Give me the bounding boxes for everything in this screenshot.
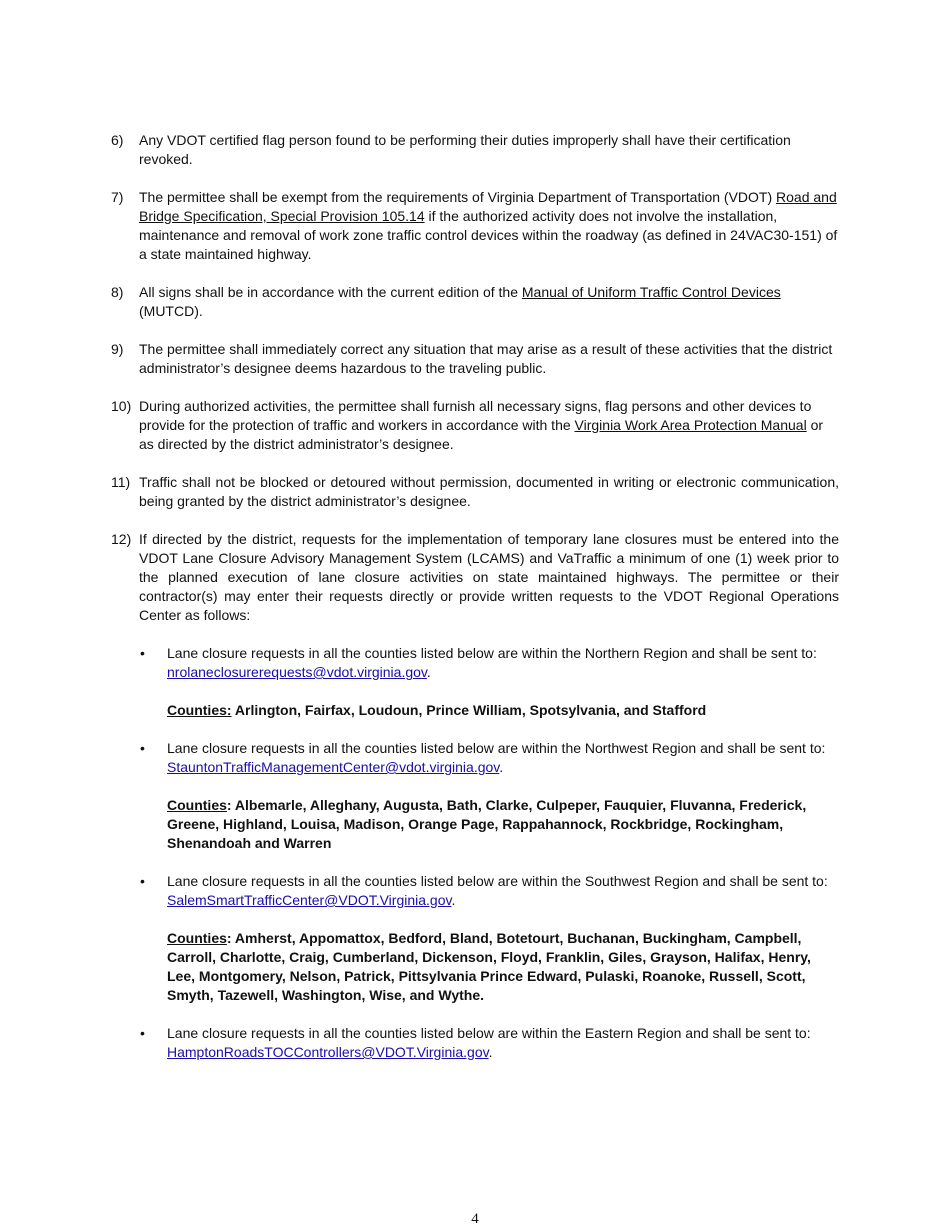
item-text-cont: (MUTCD). [139, 303, 203, 319]
region-intro: Lane closure requests in all the counties listed below are within the Eastern Region and shall be sent to: [167, 1025, 811, 1041]
item-number: 8) [111, 284, 124, 300]
item-number: 7) [111, 189, 124, 205]
region-eastern [140, 1024, 839, 1062]
region-intro: Lane closure requests in all the counties listed below are within the Northwest Region and shall be sent to: [167, 740, 826, 756]
item-number: 12) [111, 531, 132, 547]
region-intro: Lane closure requests in all the counties listed below are within the Northern Region and shall be sent to: [167, 645, 817, 661]
region-intro: Lane closure requests in all the counties listed below are within the Southwest Region and shall be sent to: [167, 873, 828, 889]
region-northwest [140, 739, 839, 777]
list-item-10 [111, 397, 839, 454]
counties-list: : Albemarle, Alleghany, Augusta, Bath, Clarke, Culpeper, Fauquier, Fluvanna, Frederick, Greene, Highland, Louisa, Madison, Orange Page, Rappahannock, Rockbridge, Rockingham, Shenandoah and Warren [167, 797, 807, 851]
item-text: The permittee shall immediately correct any situation that may arise as a result of these activities that the district administrator’s designee deems hazardous to the traveling public. [139, 341, 833, 376]
counties-northwest [167, 796, 839, 853]
page-number: 4 [471, 1211, 479, 1227]
mutcd-reference: Manual of Uniform Traffic Control Devices [521, 284, 781, 300]
region-northern [140, 644, 839, 682]
list-item-8 [111, 283, 839, 321]
item-number: 10) [111, 398, 132, 414]
item-number: 9) [111, 341, 124, 357]
email-link-eastern[interactable]: HamptonRoadsTOCControllers@VDOT.Virginia.gov [167, 1044, 489, 1060]
item-text: Any VDOT certified flag person found to be performing their duties improperly shall have their certification revoked. [139, 132, 791, 167]
item-text: Traffic shall not be blocked or detoured without permission, documented in writing or electronic communication, being granted by the district administrator’s designee. [139, 474, 839, 509]
email-suffix: . [499, 759, 504, 775]
counties-label: Counties: [167, 702, 232, 718]
bullet-icon: • [140, 645, 145, 661]
counties-list: Arlington, Fairfax, Loudoun, Prince William, Spotsylvania, and Stafford [231, 702, 707, 718]
email-suffix: . [451, 892, 456, 908]
spec-reference: Road and Bridge Specification, Special Provision 105.14 [139, 189, 837, 224]
region-list [111, 644, 839, 1062]
item-text: The permittee shall be exempt from the requirements of Virginia Department of Transportation (VDOT) [139, 189, 777, 205]
wapm-reference: Virginia Work Area Protection Manual [574, 417, 807, 433]
item-text-cont: if the authorized activity does not involve the installation, maintenance and removal of work zone traffic control devices within the roadway (as defined in 24VAC30-151) of a state maintained highway. [139, 208, 838, 262]
email-suffix: . [488, 1044, 493, 1060]
item-text: If directed by the district, requests for the implementation of temporary lane closures must be entered into the VDOT Lane Closure Advisory Management System (LCAMS) and VaTraffic a minimum of one (1) week prior to the planned execution of lane closure activities on state maintained highways. The permittee or their contractor(s) may enter their requests directly or provide written requests to the VDOT Regional Operations Center as follows: [139, 531, 839, 623]
item-number: 11) [111, 474, 131, 490]
list-item-9 [111, 340, 839, 378]
counties-label: Counties [167, 797, 227, 813]
list-item-7 [111, 188, 839, 264]
counties-list: : Amherst, Appomattox, Bedford, Bland, Botetourt, Buchanan, Buckingham, Campbell, Carroll, Charlotte, Craig, Cumberland, Dickenson, Floyd, Franklin, Giles, Grayson, Halifax, Henry, Lee, Montgomery, Nelson, Patrick, Pittsylvania Prince Edward, Pulaski, Roanoke, Russell, Scott, Smyth, Tazewell, Washington, Wise, and Wythe. [167, 930, 811, 1003]
list-item-12 [111, 530, 839, 625]
item-number: 6) [111, 132, 124, 148]
bullet-icon: • [140, 873, 145, 889]
list-item-6 [111, 131, 839, 169]
list-item-11 [111, 473, 839, 511]
email-link-northern[interactable]: nrolaneclosurerequests@vdot.virginia.gov [167, 664, 427, 680]
counties-southwest [167, 929, 839, 1005]
email-link-southwest[interactable]: SalemSmartTrafficCenter@VDOT.Virginia.gov [167, 892, 452, 908]
item-text: During authorized activities, the permittee shall furnish all necessary signs, flag persons and other devices to provide for the protection of traffic and workers in accordance with the [139, 398, 812, 433]
item-text-cont: or as directed by the district administrator’s designee. [139, 417, 824, 452]
email-link-northwest[interactable]: StauntonTrafficManagementCenter@vdot.virginia.gov [167, 759, 500, 775]
email-suffix: . [426, 664, 431, 680]
bullet-icon: • [140, 740, 145, 756]
region-southwest [140, 872, 839, 910]
counties-northern [167, 701, 839, 720]
counties-label: Counties [167, 930, 227, 946]
item-text: All signs shall be in accordance with the current edition of the [139, 284, 522, 300]
document-body [111, 131, 839, 1081]
bullet-icon: • [140, 1025, 145, 1041]
